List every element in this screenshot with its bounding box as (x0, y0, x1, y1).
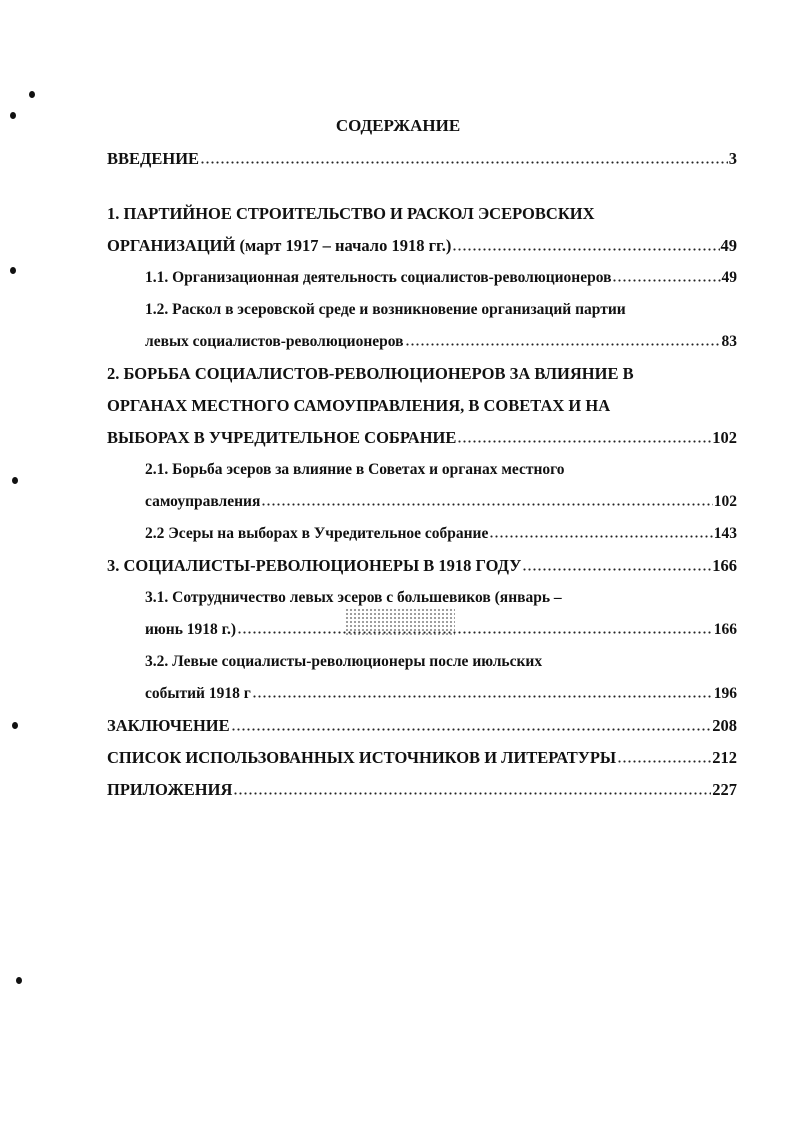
toc-entry (107, 361, 737, 457)
toc-entry-title: 1.1. Организационная деятельность социалистов-революционеров (145, 269, 612, 286)
punch-hole-mark (29, 91, 35, 98)
toc-line (107, 393, 737, 425)
toc-entry-title: левых социалистов-революционеров (145, 333, 404, 350)
dot-leader (237, 631, 713, 634)
dot-leader (452, 248, 719, 251)
dot-leader (457, 440, 711, 443)
toc-page-number: 83 (721, 333, 737, 350)
toc-entry (107, 553, 737, 585)
toc-line (107, 553, 737, 585)
toc-entry-title: ПРИЛОЖЕНИЯ (107, 780, 233, 799)
dot-leader (261, 503, 712, 506)
punch-hole-mark (16, 977, 22, 984)
toc-line (107, 146, 737, 178)
dot-leader (522, 568, 711, 571)
toc-page-number: 102 (713, 493, 737, 510)
toc-entry (107, 745, 737, 777)
toc-entry (107, 777, 737, 809)
toc-line (107, 425, 737, 457)
toc-line (107, 201, 737, 233)
toc-entry-title: ВЫБОРАХ В УЧРЕДИТЕЛЬНОЕ СОБРАНИЕ (107, 428, 457, 447)
toc-page-number: 143 (713, 525, 737, 542)
toc-entry (107, 649, 737, 713)
toc-entry (107, 713, 737, 745)
toc-entry-title: ОРГАНАХ МЕСТНОГО САМОУПРАВЛЕНИЯ, В СОВЕТАХ И НА (107, 396, 611, 415)
dot-leader (612, 279, 720, 282)
toc-line (107, 329, 737, 361)
toc-page-number: 49 (720, 236, 737, 255)
spacer (107, 178, 737, 201)
toc-entry-title: 3. СОЦИАЛИСТЫ-РЕВОЛЮЦИОНЕРЫ В 1918 ГОДУ (107, 556, 522, 575)
toc-entry-title: 2.1. Борьба эсеров за влияние в Советах и органах местного (145, 461, 565, 478)
ink-smudge (345, 608, 455, 636)
toc-page-number: 49 (721, 269, 737, 286)
toc-line (107, 745, 737, 777)
toc-page-number: 212 (712, 748, 737, 767)
dot-leader (200, 161, 728, 164)
toc-entry-title: ВВЕДЕНИЕ (107, 149, 200, 168)
toc-entry-title: самоуправления (145, 493, 261, 510)
toc-page-number: 3 (728, 149, 737, 168)
toc-entry-title: ОРГАНИЗАЦИЙ (март 1917 – начало 1918 гг.) (107, 236, 452, 255)
punch-hole-mark (12, 722, 18, 729)
dot-leader (252, 695, 713, 698)
toc-entry-title: ЗАКЛЮЧЕНИЕ (107, 716, 230, 735)
dot-leader (233, 792, 711, 795)
toc-page-number: 196 (713, 685, 737, 702)
toc-entry-title: СПИСОК ИСПОЛЬЗОВАННЫХ ИСТОЧНИКОВ И ЛИТЕРАТУРЫ (107, 748, 617, 767)
toc-line (107, 521, 737, 553)
toc-entry-title: событий 1918 г (145, 685, 251, 702)
table-of-contents (107, 146, 737, 809)
toc-line (107, 361, 737, 393)
page-title: СОДЕРЖАНИЕ (335, 116, 461, 135)
toc-entry-title: 3.1. Сотрудничество левых эсеров с большевиков (январь – (145, 589, 562, 606)
toc-line (107, 713, 737, 745)
dot-leader (405, 343, 721, 346)
toc-entry (107, 297, 737, 361)
dot-leader (617, 760, 711, 763)
toc-page-number: 166 (713, 621, 737, 638)
dot-leader (489, 535, 712, 538)
toc-entry (107, 265, 737, 297)
toc-page-number: 208 (712, 716, 737, 735)
toc-line (107, 489, 737, 521)
dot-leader (231, 728, 712, 731)
toc-entry-title: 2.2 Эсеры на выборах в Учредительное собрание (145, 525, 489, 542)
toc-line (107, 681, 737, 713)
toc-line (107, 233, 737, 265)
toc-page-number: 166 (712, 556, 737, 575)
toc-entry (107, 521, 737, 553)
toc-entry (107, 457, 737, 521)
toc-entry-title: 1.2. Раскол в эсеровской среде и возникновение организаций партии (145, 301, 626, 318)
toc-line (107, 265, 737, 297)
toc-entry-title: 2. БОРЬБА СОЦИАЛИСТОВ-РЕВОЛЮЦИОНЕРОВ ЗА ВЛИЯНИЕ В (107, 364, 634, 383)
toc-entry-title: 3.2. Левые социалисты-революционеры после июльских (145, 653, 543, 670)
toc-page-number: 227 (712, 780, 737, 799)
toc-line (107, 457, 737, 489)
punch-hole-mark (12, 477, 18, 484)
toc-page-number: 102 (712, 428, 737, 447)
punch-hole-mark (10, 267, 16, 274)
toc-entry-title: июнь 1918 г.) (145, 621, 236, 638)
toc-entry-title: 1. ПАРТИЙНОЕ СТРОИТЕЛЬСТВО И РАСКОЛ ЭСЕРОВСКИХ (107, 204, 595, 223)
toc-entry (107, 201, 737, 265)
toc-line (107, 297, 737, 329)
toc-entry (107, 146, 737, 178)
toc-line (107, 777, 737, 809)
toc-line (107, 649, 737, 681)
